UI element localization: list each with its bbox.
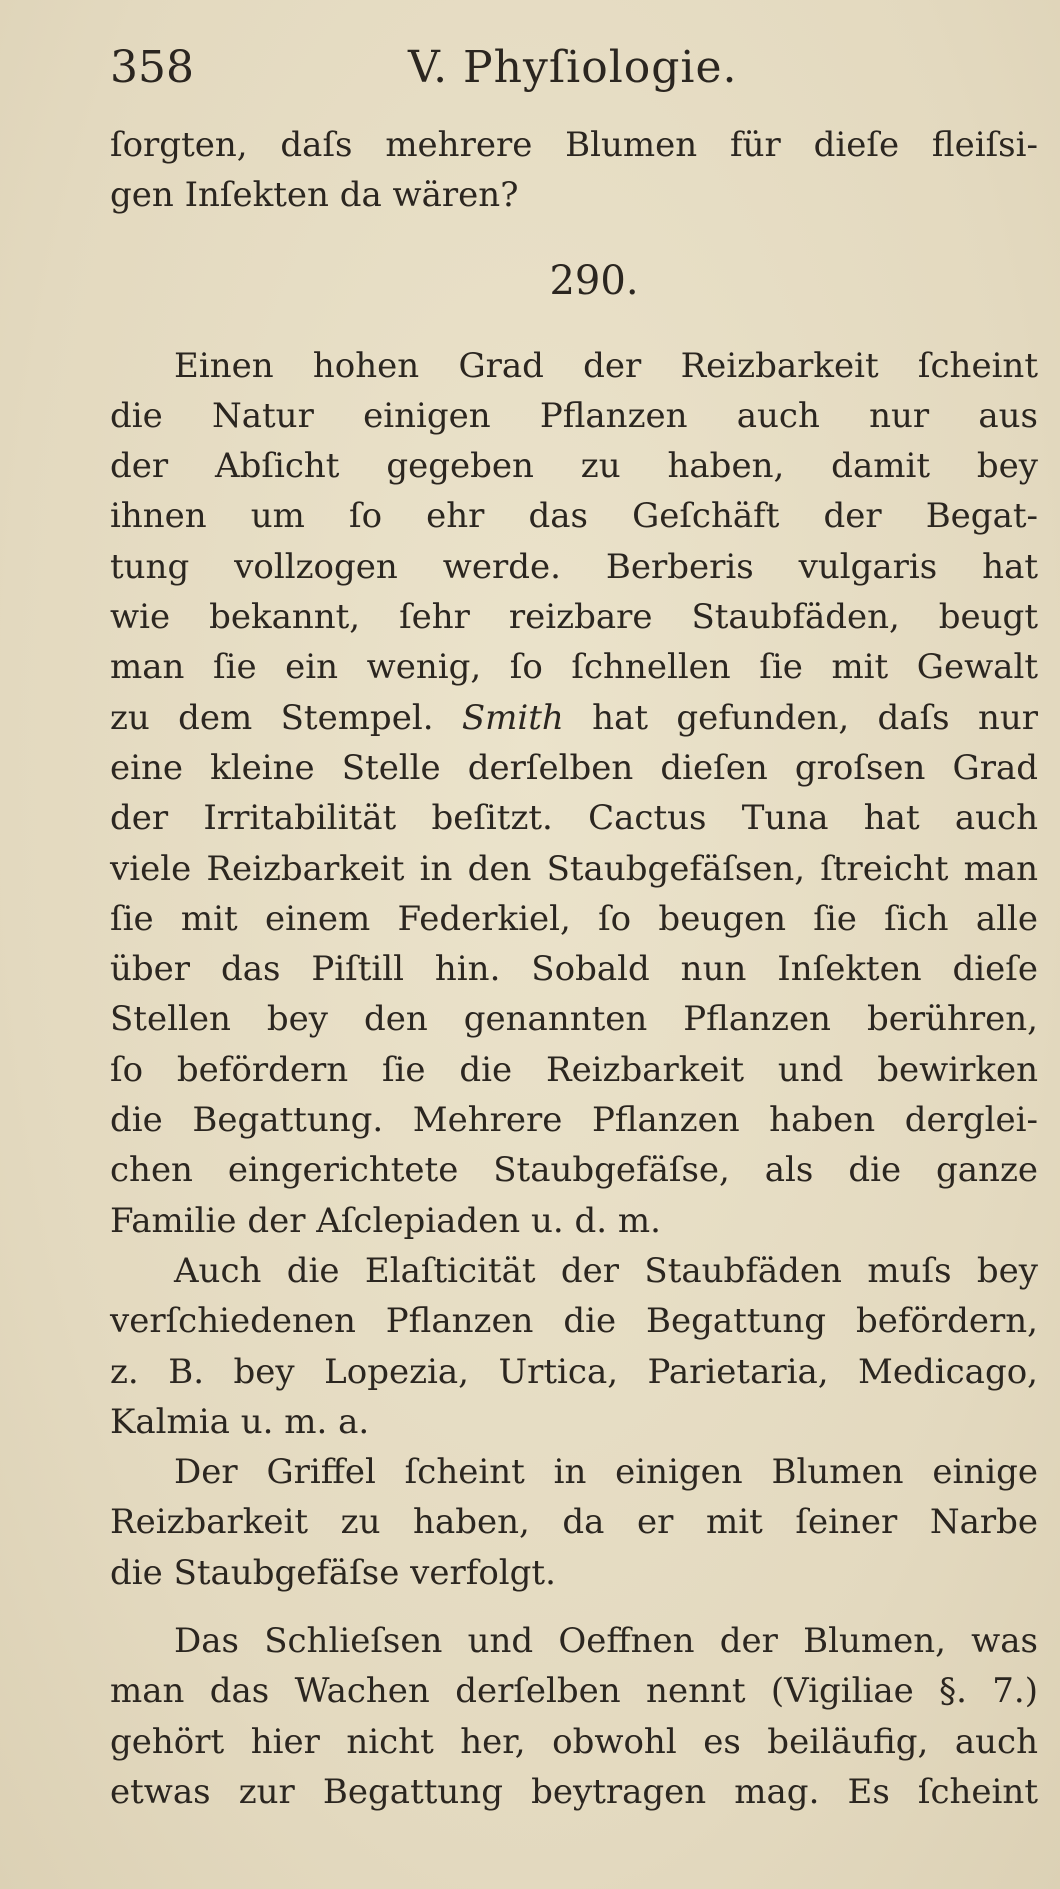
- author-name: Smith: [461, 697, 564, 738]
- text-line: chen eingerichtete Staubgefäſse, als die ganze: [110, 1150, 1038, 1191]
- text-segment: zu dem Stempel.: [110, 697, 434, 738]
- text-line: die Begattung. Mehrere Pflanzen haben derglei-: [110, 1100, 1038, 1141]
- text-line: die Natur einigen Pflanzen auch nur aus: [110, 395, 1038, 436]
- text-line: Das Schlieſsen und Oeffnen der Blumen, was: [174, 1621, 1038, 1662]
- text-line: Auch die Elaſticität der Staubfäden muſs bey: [174, 1250, 1038, 1291]
- body-text: [110, 120, 1038, 1817]
- running-head: V. Phyſiologie.: [408, 42, 738, 93]
- text-line: Kalmia u. m. a.: [110, 1401, 370, 1442]
- text-line: der Abſicht gegeben zu haben, damit bey: [110, 446, 1038, 487]
- section-number: 290.: [549, 257, 639, 304]
- text-line: ihnen um ſo ehr das Geſchäft der Begat-: [110, 496, 1038, 537]
- text-line: Einen hohen Grad der Reizbarkeit ſcheint: [174, 345, 1038, 386]
- text-line: Familie der Aſclepiaden u. d. m.: [110, 1200, 661, 1241]
- page-number: 358: [110, 42, 194, 93]
- text-line: ſie mit einem Federkiel, ſo beugen ſie ſich alle: [110, 898, 1038, 939]
- text-line: man das Wachen derſelben nennt (Vigiliae §. 7.): [110, 1671, 1038, 1712]
- text-line: der Irritabilität beſitzt. Cactus Tuna hat auch: [110, 798, 1038, 839]
- text-line: die Staubgefäſse verfolgt.: [110, 1552, 556, 1593]
- text-line: eine kleine Stelle derſelben dieſen groſsen Grad: [110, 747, 1038, 788]
- page-header: [110, 38, 1010, 98]
- text-line: wie bekannt, ſehr reizbare Staubfäden, beugt: [110, 597, 1038, 638]
- text-line: ſorgten, daſs mehrere Blumen für dieſe fleiſsi-: [110, 125, 1038, 165]
- text-line: ſo befördern ſie die Reizbarkeit und bewirken: [110, 1049, 1038, 1090]
- text-line: [110, 693, 1038, 743]
- text-line: Reizbarkeit zu haben, da er mit ſeiner Narbe: [110, 1502, 1038, 1543]
- text-line: gen Inſekten da wären?: [110, 175, 519, 216]
- text-line: Stellen bey den genannten Pflanzen berühren,: [110, 999, 1038, 1040]
- text-segment: hat gefunden, daſs nur: [592, 697, 1038, 738]
- text-line: viele Reizbarkeit in den Staubgefäſsen, ſtreicht man: [110, 848, 1038, 889]
- text-line: gehört hier nicht her, obwohl es beiläufig, auch: [110, 1721, 1038, 1762]
- text-line: über das Piſtill hin. Sobald nun Inſekten dieſe: [110, 949, 1038, 990]
- text-line: Der Griffel ſcheint in einigen Blumen einige: [174, 1452, 1038, 1493]
- paragraph-gap: [110, 1598, 1038, 1616]
- text-line: tung vollzogen werde. Berberis vulgaris hat: [110, 546, 1038, 587]
- text-line: z. B. bey Lopezia, Urtica, Parietaria, Medicago,: [110, 1351, 1038, 1392]
- text-line: etwas zur Begattung beytragen mag. Es ſcheint: [110, 1771, 1038, 1812]
- text-line: man ſie ein wenig, ſo ſchnellen ſie mit Gewalt: [110, 647, 1038, 688]
- text-line: verſchiedenen Pflanzen die Begattung befördern,: [110, 1301, 1038, 1342]
